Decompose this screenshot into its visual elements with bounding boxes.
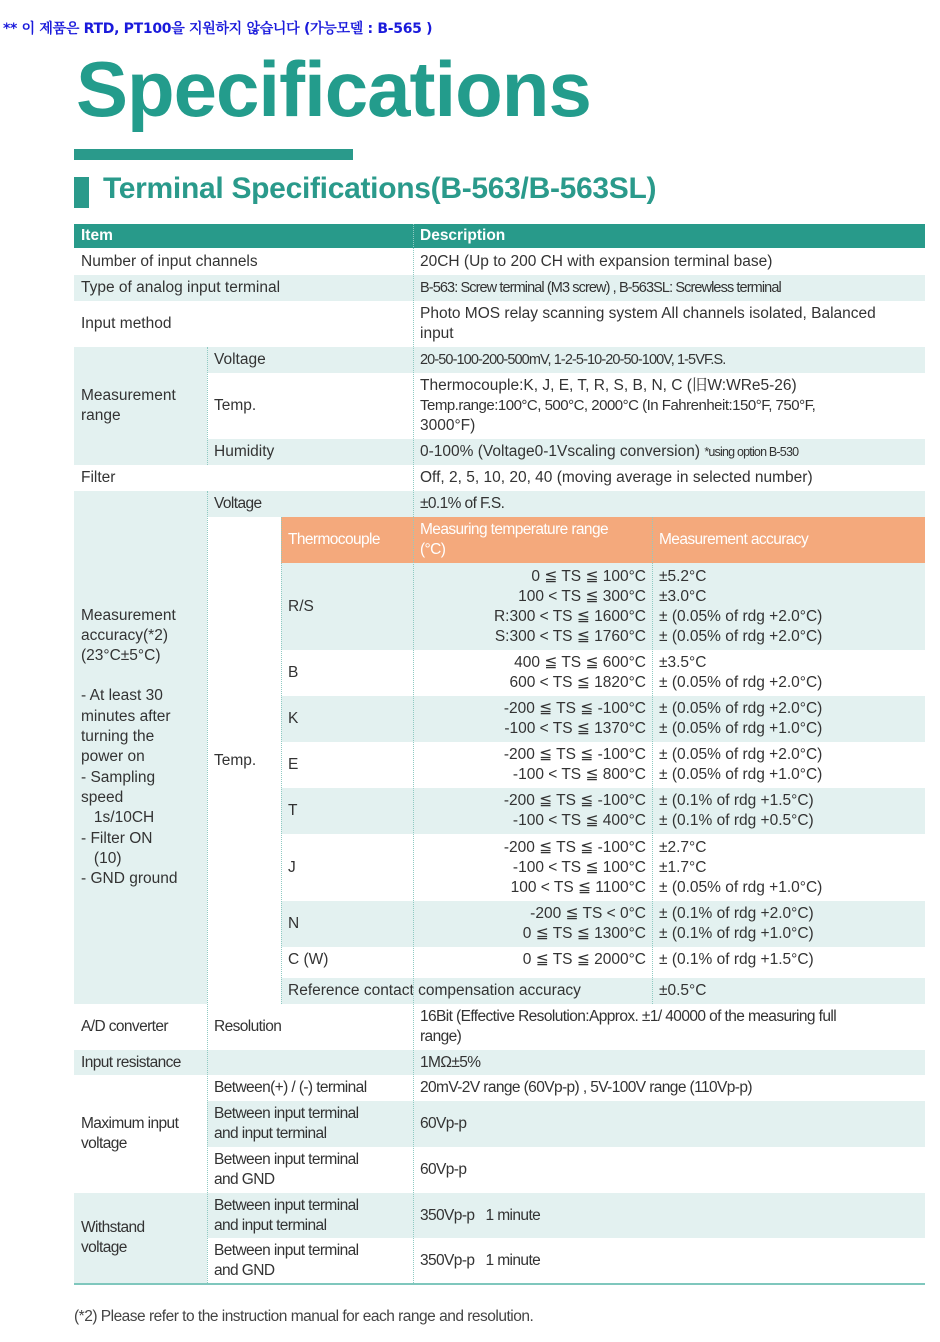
label-range-temp: Temp.: [207, 373, 413, 439]
value-withstand-gnd: [413, 1238, 925, 1283]
temperature-range: -100 < TS ≦ 100°C: [512, 858, 646, 876]
temperature-range: S:300 < TS ≦ 1760°C: [494, 627, 646, 645]
footnote: [74, 1308, 533, 1326]
accuracy-value: ±2.7°C: [659, 838, 707, 856]
temperature-range: 0 ≦ TS ≦ 1300°C: [522, 925, 646, 942]
withstand-gnd-line1: Between input terminal: [214, 1241, 359, 1259]
notice-text: ** 이 제품은 RTD, PT100을 지원하지 않습니다 (가능모델 : B-565 ): [3, 21, 433, 37]
accuracy-value: ±3.5°C: [659, 654, 707, 671]
terminal-type-text: B-563: Screw terminal (M3 screw) , B-563SL: Screwless terminal: [420, 280, 781, 296]
accuracy-label-line: (23°C±5°C): [81, 647, 161, 665]
range-voltage-text: 20-50-100-200-500mV, 1-2-5-10-20-50-100V, 1-5VF.S.: [420, 352, 726, 368]
thermocouple-accuracy: [652, 742, 925, 788]
thermocouple-ranges: [413, 788, 652, 834]
max-input-gnd-line1: Between input terminal: [214, 1151, 359, 1168]
accuracy-label-line: Measurement: [81, 606, 176, 624]
accuracy-voltage-text: Voltage: [214, 495, 262, 512]
value-range-humidity: [413, 439, 925, 465]
accuracy-label-line: accuracy(*2): [81, 626, 168, 644]
value-input-resistance: [413, 1050, 925, 1075]
max-input-gnd-line2: and GND: [214, 1171, 275, 1188]
thermocouple-ranges: [413, 901, 652, 947]
label-max-input-voltage: [74, 1075, 207, 1193]
label-input-resistance: [74, 1050, 413, 1075]
accuracy-label-line: - Filter ON: [81, 829, 153, 847]
column-divider-description: [413, 224, 414, 1283]
temperature-range: -100 < TS ≦ 800°C: [512, 766, 646, 783]
withstand-line1: Withstand: [81, 1219, 145, 1236]
value-terminal-type: [413, 275, 925, 301]
input-resistance-value: 1MΩ±5%: [420, 1053, 481, 1071]
label-accuracy: [74, 491, 207, 1004]
section-marker: [74, 177, 89, 208]
subheader-accuracy: [652, 517, 925, 563]
max-input-line1: Maximum input: [81, 1115, 179, 1132]
accuracy-label-line: turning the: [81, 728, 155, 746]
thermocouple-accuracy: [652, 563, 925, 650]
withstand-gnd-value: 350Vp-p 1 minute: [420, 1251, 541, 1269]
thermocouple-accuracy: [652, 788, 925, 834]
label-range-humidity: Humidity: [207, 439, 413, 465]
table-bottom-rule: [74, 1283, 925, 1285]
input-resistance-text: Input resistance: [81, 1053, 181, 1071]
value-between-plus-minus: [413, 1075, 925, 1101]
withstand-terminal-line1: Between input terminal: [214, 1196, 359, 1214]
label-withstand-terminal: [207, 1193, 413, 1238]
input-method-line2: input: [420, 325, 454, 342]
measurement-range-line2: range: [81, 407, 121, 424]
max-input-terminal-line2: and input terminal: [214, 1125, 327, 1142]
label-input-channels: Number of input channels: [74, 248, 413, 275]
column-divider-accuracy: [652, 517, 653, 1004]
thermocouple-ranges: [413, 834, 652, 901]
resolution-text: Resolution: [214, 1018, 282, 1035]
accuracy-header-text: Measurement accuracy: [659, 531, 809, 548]
label-withstand-gnd: [207, 1238, 413, 1283]
page-title: Specifications: [76, 45, 591, 133]
humidity-note: *using option B-530: [704, 445, 799, 459]
thermocouple-accuracy: [652, 947, 925, 973]
label-accuracy-voltage: [207, 491, 413, 517]
accuracy-value: ± (0.1% of rdg +1.5°C): [659, 951, 814, 968]
label-reference-contact: Reference contact compensation accuracy: [281, 978, 652, 1004]
thermocouple-header-text: Thermocouple: [288, 531, 380, 548]
temperature-range: -200 ≦ TS ≦ -100°C: [503, 746, 646, 763]
range-temp-line3: 3000°F): [420, 417, 476, 434]
thermocouple-type: N: [281, 901, 413, 947]
accuracy-value: ± (0.05% of rdg +2.0°C): [659, 746, 823, 763]
max-input-gnd-value: 60Vp-p: [420, 1161, 467, 1178]
temperature-range: 0 ≦ TS ≦ 2000°C: [522, 951, 646, 968]
accuracy-label-line: - Sampling: [81, 768, 156, 786]
ad-converter-text: A/D converter: [81, 1018, 168, 1035]
value-accuracy-voltage: [413, 491, 925, 517]
accuracy-value: ±1.7°C: [659, 858, 707, 876]
label-range-voltage: Voltage: [207, 347, 413, 373]
subheader-range: [413, 517, 652, 563]
header-description: Description: [413, 224, 925, 248]
value-resolution: [413, 1004, 925, 1050]
header-item: Item: [74, 224, 413, 248]
max-input-terminal-value: 60Vp-p: [420, 1115, 467, 1132]
label-between-plus-minus: [207, 1075, 413, 1101]
accuracy-value: ± (0.1% of rdg +2.0°C): [659, 905, 814, 922]
thermocouple-ranges: [413, 563, 652, 650]
label-resolution: [207, 1004, 413, 1050]
column-divider-range: [207, 347, 208, 465]
thermocouple-type: J: [281, 834, 413, 901]
withstand-terminal-value: 350Vp-p 1 minute: [420, 1206, 541, 1224]
temperature-range: -100 < TS ≦ 400°C: [512, 812, 646, 829]
accuracy-value: ± (0.05% of rdg +1.0°C): [659, 878, 823, 896]
temperature-range: -200 ≦ TS < 0°C: [530, 905, 646, 922]
accuracy-label-line: - At least 30: [81, 687, 163, 705]
label-withstand-voltage: [74, 1193, 207, 1283]
thermocouple-ranges: [413, 742, 652, 788]
value-input-method: [413, 301, 925, 347]
value-max-input-gnd: [413, 1147, 925, 1193]
measurement-range-line1: Measurement: [81, 387, 176, 404]
thermocouple-accuracy: [652, 901, 925, 947]
value-range-temp: [413, 373, 925, 439]
accuracy-label-line: power on: [81, 748, 145, 766]
between-plus-minus-text: Between(+) / (-) terminal: [214, 1079, 367, 1096]
column-divider-sub: [207, 491, 208, 1283]
input-method-line1: Photo MOS relay scanning system All channels isolated, Balanced: [420, 305, 876, 322]
temperature-range: 400 ≦ TS ≦ 600°C: [514, 654, 646, 671]
thermocouple-type: C (W): [281, 947, 413, 973]
temperature-range: 600 < TS ≦ 1820°C: [509, 674, 646, 691]
withstand-line2: voltage: [81, 1239, 127, 1256]
accuracy-label-line: minutes after: [81, 707, 171, 725]
accuracy-value: ± (0.05% of rdg +2.0°C): [659, 700, 823, 717]
thermocouple-accuracy: [652, 650, 925, 696]
thermocouple-ranges: [413, 696, 652, 742]
footnote-text: (*2) Please refer to the instruction manual for each range and resolution.: [74, 1308, 534, 1325]
accuracy-value: ± (0.1% of rdg +1.5°C): [659, 792, 814, 809]
range-header-line2: (°C): [420, 541, 446, 558]
accuracy-value: ±5.2°C: [659, 567, 707, 585]
accuracy-label-line: (10): [81, 849, 122, 867]
thermocouple-ranges: [413, 650, 652, 696]
thermocouple-type: T: [281, 788, 413, 834]
accuracy-label-line: - GND ground: [81, 870, 178, 888]
accuracy-value: ± (0.05% of rdg +2.0°C): [659, 627, 823, 645]
label-input-method: Input method: [74, 301, 413, 347]
temperature-range: -200 ≦ TS ≦ -100°C: [503, 792, 646, 809]
accuracy-value: ± (0.05% of rdg +1.0°C): [659, 766, 823, 783]
accuracy-value: ±3.0°C: [659, 587, 707, 605]
title-underline: [74, 149, 353, 160]
accuracy-value: ± (0.05% of rdg +2.0°C): [659, 674, 823, 691]
resolution-line2: range): [420, 1028, 462, 1045]
temperature-range: -100 < TS ≦ 1370°C: [504, 720, 646, 737]
range-temp-line1: Thermocouple:K, J, E, T, R, S, B, N, C (旧W:WRe5-26): [420, 377, 797, 394]
range-header-line1: Measuring temperature range: [420, 521, 608, 538]
value-max-input-terminal: [413, 1101, 925, 1147]
accuracy-value: ± (0.1% of rdg +0.5°C): [659, 812, 814, 829]
value-filter: Off, 2, 5, 10, 20, 40 (moving average in selected number): [413, 465, 925, 491]
label-measurement-range: [74, 347, 207, 465]
withstand-terminal-line2: and input terminal: [214, 1216, 327, 1234]
label-max-input-terminal: [207, 1101, 413, 1147]
humidity-text: 0-100% (Voltage0-1Vscaling conversion): [420, 443, 701, 460]
thermocouple-type: K: [281, 696, 413, 742]
label-accuracy-temp: Temp.: [207, 517, 281, 1004]
thermocouple-accuracy: [652, 834, 925, 901]
temperature-range: -200 ≦ TS ≦ -100°C: [503, 700, 646, 717]
temperature-range: 100 < TS ≦ 300°C: [518, 587, 646, 605]
accuracy-label-line: speed: [81, 788, 124, 806]
temperature-range: R:300 < TS ≦ 1600°C: [493, 607, 646, 625]
accuracy-value: ± (0.05% of rdg +2.0°C): [659, 607, 823, 625]
accuracy-value: ± (0.05% of rdg +1.0°C): [659, 720, 823, 737]
temperature-range: 100 < TS ≦ 1100°C: [510, 878, 646, 896]
accuracy-value: ± (0.1% of rdg +1.0°C): [659, 925, 814, 942]
column-divider-thermocouple: [281, 517, 282, 1004]
thermocouple-ranges: [413, 947, 652, 973]
accuracy-voltage-value: ±0.1% of F.S.: [420, 495, 505, 512]
label-terminal-type: Type of analog input terminal: [74, 275, 413, 301]
thermocouple-accuracy: [652, 696, 925, 742]
value-withstand-terminal: [413, 1193, 925, 1238]
resolution-line1: 16Bit (Effective Resolution:Approx. ±1/ 40000 of the measuring full: [420, 1008, 837, 1025]
temperature-range: -200 ≦ TS ≦ -100°C: [503, 838, 646, 856]
value-reference-contact: ±0.5°C: [652, 978, 925, 1004]
between-plus-minus-value: 20mV-2V range (60Vp-p) , 5V-100V range (110Vp-p): [420, 1079, 752, 1096]
subheader-thermocouple: [281, 517, 413, 563]
max-input-terminal-line1: Between input terminal: [214, 1105, 359, 1122]
thermocouple-type: R/S: [281, 563, 413, 650]
value-input-channels: 20CH (Up to 200 CH with expansion terminal base): [413, 248, 925, 275]
label-max-input-gnd: [207, 1147, 413, 1193]
thermocouple-type: E: [281, 742, 413, 788]
accuracy-label-line: 1s/10CH: [81, 809, 155, 827]
value-range-voltage: [413, 347, 925, 373]
label-ad-converter: [74, 1004, 207, 1050]
temperature-range: 0 ≦ TS ≦ 100°C: [531, 567, 646, 585]
section-title: Terminal Specifications(B-563/B-563SL): [103, 172, 657, 205]
label-filter: Filter: [74, 465, 413, 491]
max-input-line2: voltage: [81, 1135, 127, 1152]
withstand-gnd-line2: and GND: [214, 1261, 275, 1279]
thermocouple-type: B: [281, 650, 413, 696]
range-temp-line2: Temp.range:100°C, 500°C, 2000°C (In Fahrenheit:150°F, 750°F,: [420, 397, 816, 414]
